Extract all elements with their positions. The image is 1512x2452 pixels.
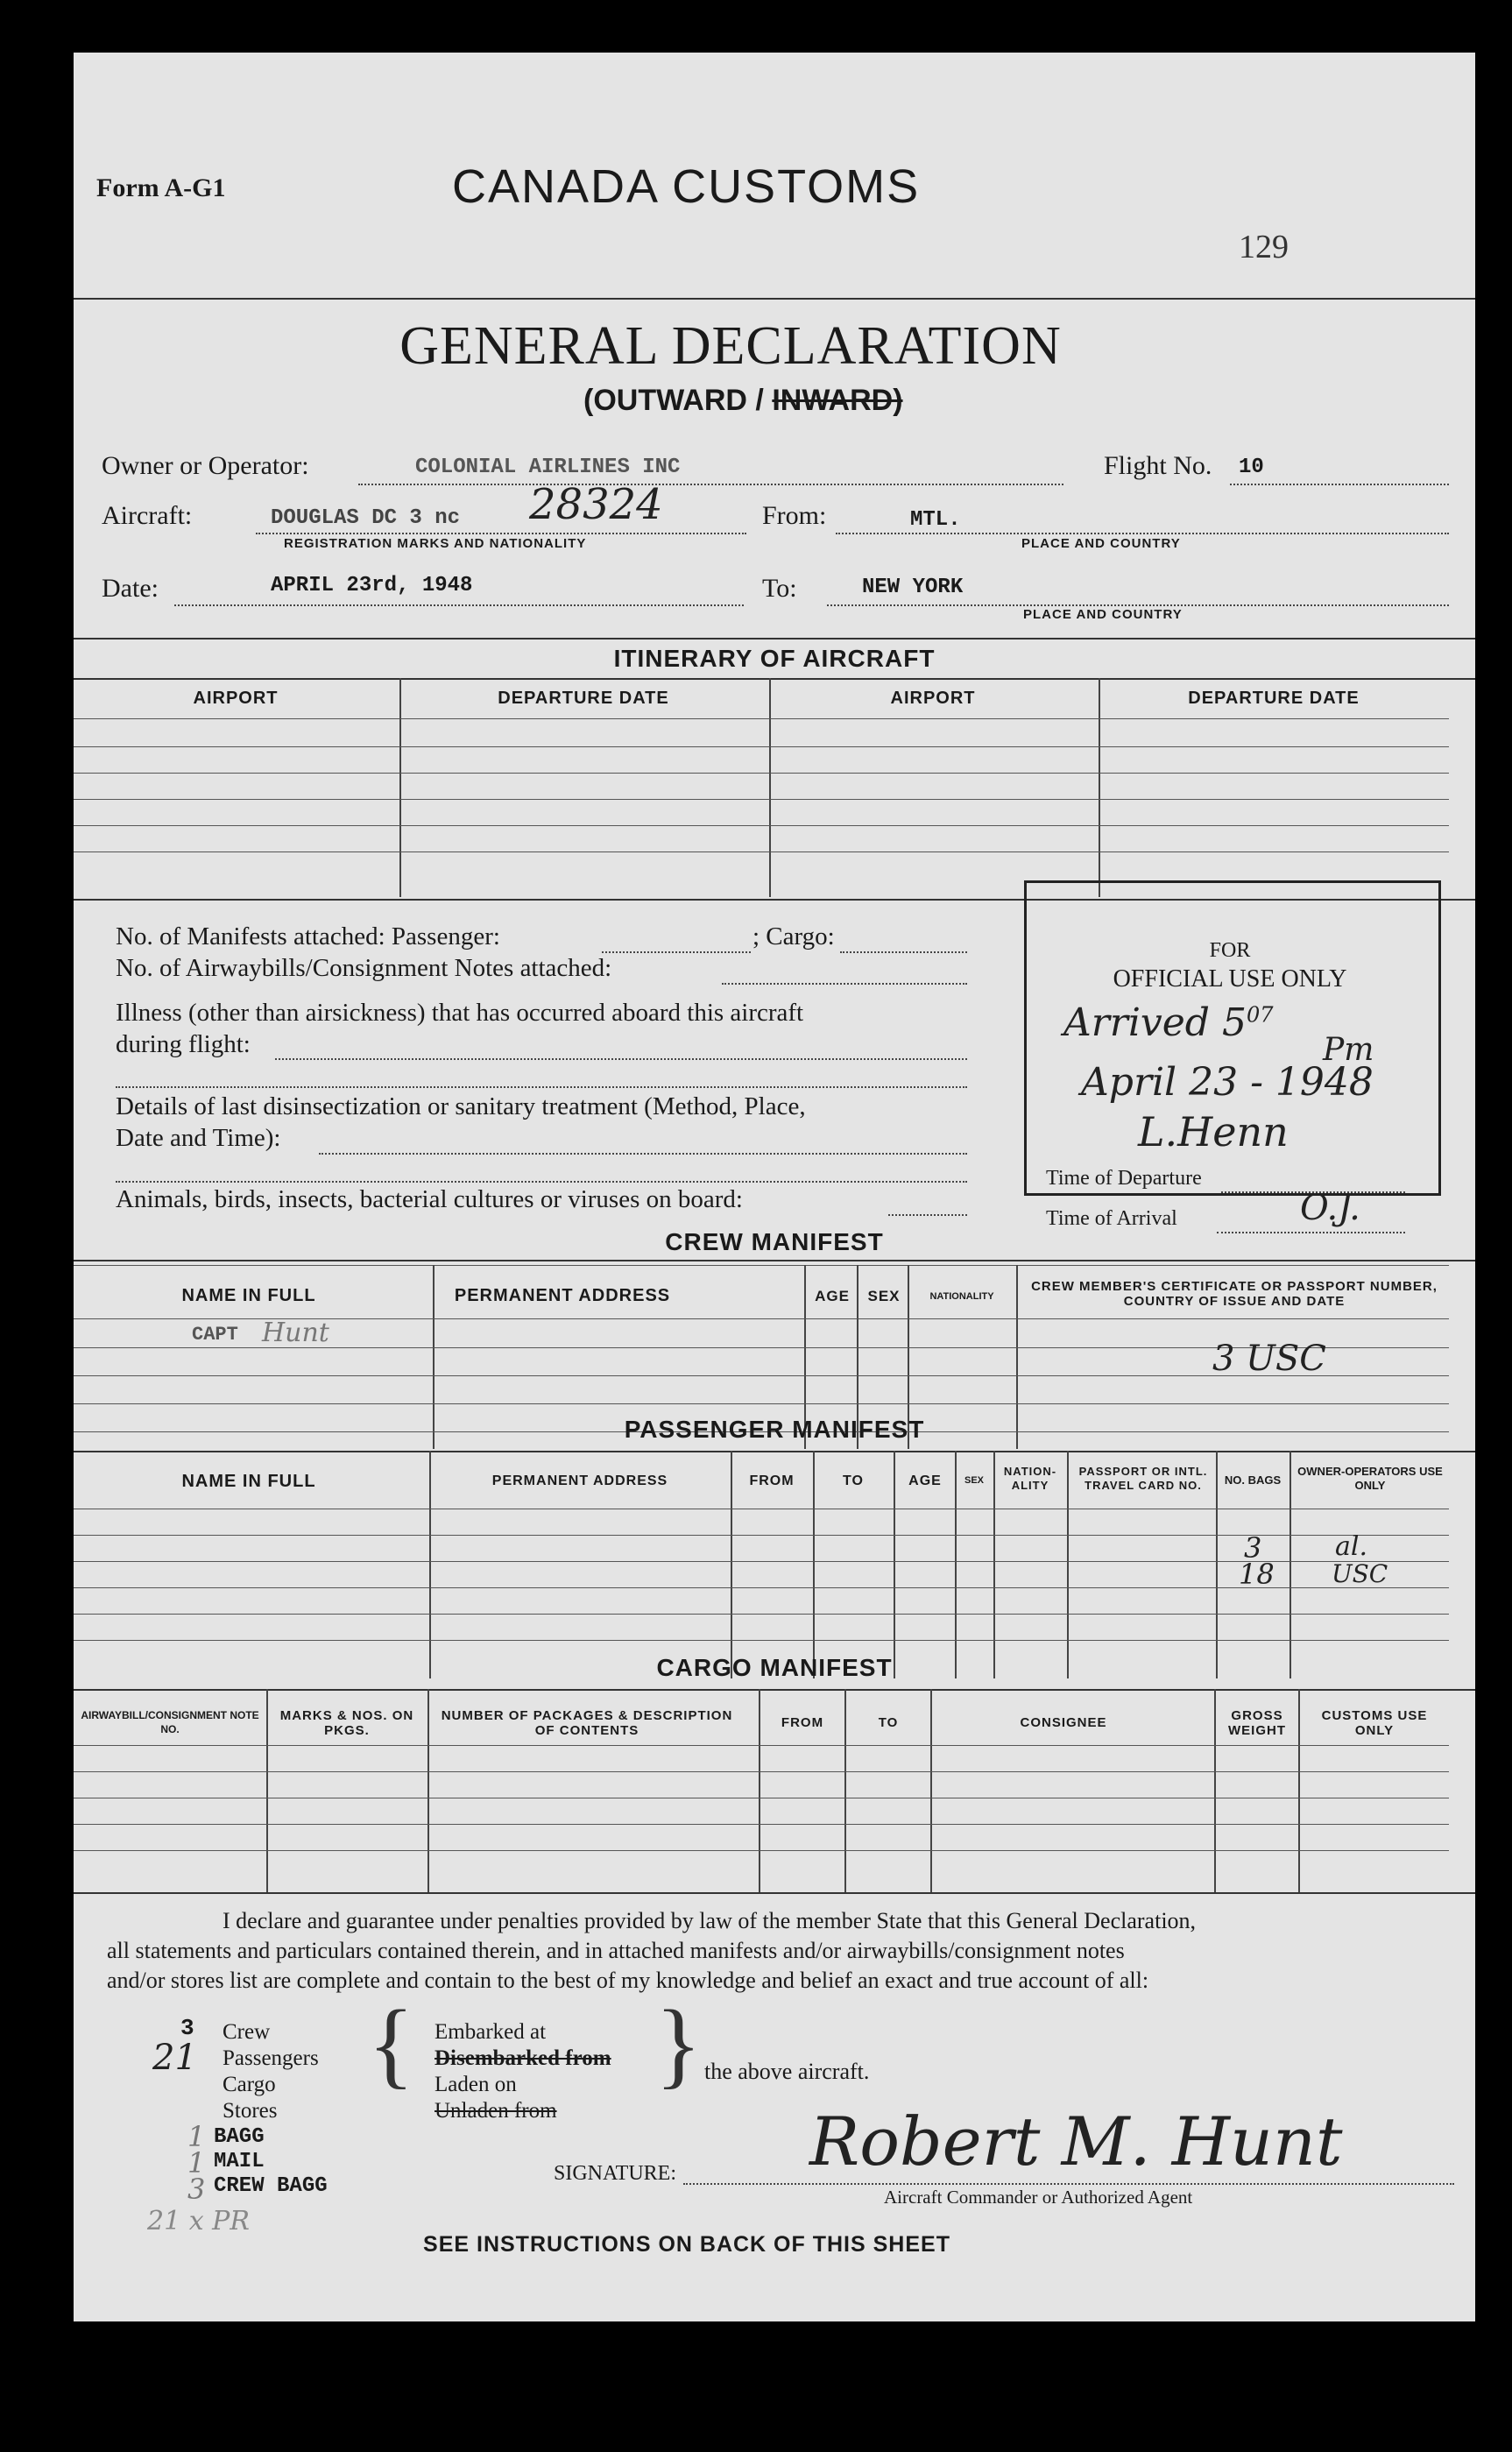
pax-col-age: AGE (908, 1473, 942, 1488)
aircraft-line (256, 533, 746, 534)
row-line (74, 825, 1449, 826)
cargo-label: ; Cargo: (752, 922, 835, 950)
illness-line-2: during flight: (116, 1030, 251, 1058)
illness-line (275, 1058, 967, 1060)
flight-line (1230, 484, 1449, 485)
aircraft-value: DOUGLAS DC 3 nc (271, 506, 461, 530)
row-line (74, 1771, 1449, 1772)
to-label: To: (762, 574, 797, 603)
illness-line (116, 1086, 967, 1088)
typed-mail: MAIL (214, 2150, 265, 2173)
crew-count: 3 (180, 2015, 194, 2041)
divider (74, 1451, 1475, 1452)
hand-note-4: 21 x PR (147, 2206, 250, 2236)
to-caption: PLACE AND COUNTRY (1023, 607, 1183, 622)
column-line (266, 1689, 268, 1892)
row-line (74, 851, 1449, 852)
pax-col-nationality: NATION-ALITY (1003, 1465, 1057, 1492)
row-line (74, 1403, 1449, 1404)
column-line (769, 678, 771, 897)
pax-col-owner: OWNER-OPERATORS USE ONLY (1297, 1465, 1443, 1492)
itinerary-col-airport-2: AIRPORT (890, 689, 976, 708)
crew-title: CREW MANIFEST (665, 1228, 884, 1255)
official-date-handwriting: April 23 - 1948 (1081, 1060, 1374, 1105)
disembarked-from: Disembarked from (435, 2046, 611, 2070)
airwaybills-label: No. of Airwaybills/Consignment Notes attached: (116, 954, 612, 982)
column-line (399, 678, 401, 897)
declaration-line-1: I declare and guarantee under penalties provided by law of the member State that this General Declaration, (223, 1908, 1197, 1933)
decl-item-stores: Stores (223, 2099, 278, 2123)
itinerary-title: ITINERARY OF AIRCRAFT (613, 645, 936, 672)
the-above-aircraft: the above aircraft. (704, 2059, 870, 2084)
row-line (74, 1745, 1449, 1746)
cargo-col-from: FROM (781, 1715, 824, 1730)
column-line (1099, 678, 1100, 897)
flight-value: 10 (1239, 456, 1264, 479)
column-line (844, 1689, 846, 1892)
row-line (74, 1824, 1449, 1825)
cargo-col-airwaybill: AIRWAYBILL/CONSIGNMENT NOTE NO. (81, 1709, 259, 1735)
cargo-col-weight: GROSS WEIGHT (1228, 1708, 1286, 1738)
row-line (74, 1640, 1449, 1641)
official-for: FOR (1209, 939, 1251, 962)
column-line (427, 1689, 429, 1892)
from-label: From: (762, 501, 827, 530)
decl-item-cargo: Cargo (223, 2073, 276, 2096)
decl-item-crew: Crew (223, 2020, 271, 2044)
divider (74, 1689, 1475, 1691)
subtitle-separator: / (755, 384, 764, 417)
crew-col-certificate: CREW MEMBER'S CERTIFICATE OR PASSPORT NUMBER, COUNTRY OF ISSUE AND DATE (1031, 1279, 1438, 1309)
arrival-time-label: Time of Arrival (1046, 1207, 1177, 1230)
column-line (813, 1451, 815, 1678)
crew-col-address: PERMANENT ADDRESS (454, 1286, 671, 1305)
airwaybills-line (722, 983, 967, 985)
divider (74, 678, 1475, 680)
cargo-col-packages: NUMBER OF PACKAGES & DESCRIPTION OF CONTENTS (441, 1708, 733, 1738)
pax-bags-2: 18 (1239, 1558, 1275, 1591)
aircraft-label: Aircraft: (102, 501, 193, 530)
aircraft-registration: 28324 (529, 480, 663, 529)
passenger-manifest-line (602, 951, 751, 953)
to-value: NEW YORK (862, 576, 964, 599)
stamp-number: 129 (1239, 229, 1289, 265)
inward-label: INWARD) (772, 384, 903, 417)
unladen-from: Unladen from (435, 2099, 557, 2123)
typed-bagg: BAGG (214, 2125, 265, 2149)
outward-label: (OUTWARD (583, 384, 747, 417)
official-initials-signature: L.Henn (1138, 1108, 1289, 1155)
signer-caption: Aircraft Commander or Authorized Agent (884, 2187, 1193, 2208)
laden-on: Laden on (435, 2073, 517, 2096)
cargo-col-consignee: CONSIGNEE (1020, 1715, 1107, 1730)
arrived-text: Arrived 5 (1063, 1000, 1247, 1045)
signature-line (683, 2183, 1454, 2185)
signature-label: SIGNATURE: (554, 2162, 677, 2185)
date-label: Date: (102, 574, 159, 603)
column-line (1216, 1451, 1218, 1678)
hand-note-3: 3 (187, 2173, 206, 2206)
pax-col-passport: PASSPORT OR INTL. TRAVEL CARD NO. (1078, 1465, 1208, 1492)
row-line (74, 718, 1449, 719)
crew-row-name-typed: CAPT (192, 1324, 238, 1346)
disinsect-line-1: Details of last disinsectization or sanitary treatment (Method, Place, (116, 1092, 806, 1120)
itinerary-col-departure-1: DEPARTURE DATE (498, 689, 669, 708)
crew-col-nationality: NATIONALITY (929, 1291, 994, 1302)
column-line (955, 1451, 957, 1678)
pax-col-name: NAME IN FULL (181, 1472, 316, 1491)
column-line (1214, 1689, 1216, 1892)
column-line (759, 1689, 760, 1892)
crew-col-age: AGE (815, 1288, 850, 1304)
pax-col-sex: SEX (964, 1475, 984, 1486)
pax-owner-2: USC (1332, 1559, 1388, 1588)
manifests-label: No. of Manifests attached: Passenger: (116, 922, 500, 950)
cargo-line (840, 951, 967, 953)
direction-subtitle (583, 384, 903, 418)
disinsect-line-2: Date and Time): (116, 1124, 281, 1152)
from-line (836, 533, 1449, 534)
date-line (174, 604, 744, 606)
form-number: Form A-G1 (96, 173, 226, 202)
column-line (429, 1451, 431, 1678)
pax-col-address: PERMANENT ADDRESS (491, 1473, 668, 1488)
animals-label: Animals, birds, insects, bacterial cultures or viruses on board: (116, 1185, 743, 1213)
decl-item-passengers: Passengers (223, 2046, 319, 2070)
illness-line-1: Illness (other than airsickness) that has occurred aboard this aircraft (116, 999, 804, 1027)
declaration-line-3: and/or stores list are complete and contain to the best of my knowledge and belief an exact and true account of all: (107, 1968, 1149, 1993)
document-title: GENERAL DECLARATION (399, 316, 1062, 376)
column-line (930, 1689, 932, 1892)
passenger-count: 21 (152, 2038, 197, 2078)
cargo-col-marks: MARKS & NOS. ON PKGS. (279, 1708, 414, 1738)
row-line (74, 1265, 1449, 1266)
official-pm-handwriting: Pm (1323, 1032, 1374, 1068)
column-line (1067, 1451, 1069, 1678)
official-arrived-handwriting (1063, 1000, 1274, 1045)
embarked-at: Embarked at (435, 2020, 547, 2044)
signature-handwriting: Robert M. Hunt (809, 2102, 1343, 2180)
passenger-title: PASSENGER MANIFEST (624, 1416, 925, 1443)
owner-value: COLONIAL AIRLINES INC (415, 456, 681, 479)
cargo-col-to: TO (878, 1715, 899, 1730)
footer-instructions: SEE INSTRUCTIONS ON BACK OF THIS SHEET (423, 2232, 950, 2257)
from-value: MTL. (910, 508, 961, 532)
row-line (74, 746, 1449, 747)
pax-col-from: FROM (749, 1473, 795, 1488)
animals-line (888, 1214, 967, 1216)
date-value: APRIL 23rd, 1948 (271, 574, 473, 597)
owner-label: Owner or Operator: (102, 451, 309, 480)
flight-label: Flight No. (1104, 451, 1212, 480)
arrival-initials-handwriting: O.J. (1300, 1188, 1360, 1228)
pax-col-bags: NO. BAGS (1224, 1473, 1282, 1487)
itinerary-col-departure-2: DEPARTURE DATE (1188, 689, 1360, 708)
hand-note-1: 1 (187, 2120, 206, 2153)
agency-title: CANADA CUSTOMS (452, 160, 921, 213)
divider (74, 1892, 1475, 1894)
crew-col-sex: SEX (867, 1288, 901, 1304)
disinsect-line (319, 1153, 967, 1155)
column-line (1298, 1689, 1300, 1892)
column-line (731, 1451, 732, 1678)
disinsect-line (116, 1181, 967, 1183)
row-line (74, 1850, 1449, 1851)
typed-crew-bagg: CREW BAGG (214, 2174, 328, 2198)
cargo-col-customs: CUSTOMS USE ONLY (1321, 1708, 1428, 1738)
divider (74, 298, 1475, 300)
official-title: OFFICIAL USE ONLY (1113, 965, 1347, 993)
departure-time-label: Time of Departure (1046, 1167, 1202, 1190)
right-brace: } (655, 1990, 702, 2097)
row-line (74, 1614, 1449, 1615)
divider (74, 1260, 1475, 1261)
row-line (74, 1535, 1449, 1536)
column-line (894, 1451, 895, 1678)
crew-row-certificate-hand: 3 USC (1212, 1339, 1326, 1379)
declaration-line-2: all statements and particulars contained therein, and in attached manifests and/or airwaybills/consignment notes (107, 1938, 1125, 1963)
column-line (1289, 1451, 1291, 1678)
crew-col-name: NAME IN FULL (181, 1286, 316, 1305)
owner-line (358, 484, 1063, 485)
hand-note-2: 1 (187, 2146, 206, 2180)
cargo-title: CARGO MANIFEST (656, 1654, 893, 1681)
pax-owner-1: al. (1335, 1531, 1368, 1562)
pax-bags-1: 3 (1244, 1531, 1262, 1565)
left-brace: { (368, 1990, 414, 2097)
to-line (827, 604, 1449, 606)
divider (74, 638, 1475, 639)
registration-caption: REGISTRATION MARKS AND NATIONALITY (284, 536, 587, 551)
from-caption: PLACE AND COUNTRY (1021, 536, 1181, 551)
arrived-minutes: 07 (1246, 1002, 1274, 1028)
form-sheet (74, 53, 1475, 2321)
crew-row-name-hand: Hunt (262, 1318, 329, 1348)
itinerary-col-airport-1: AIRPORT (193, 689, 279, 708)
pax-col-to: TO (843, 1473, 864, 1488)
column-line (993, 1451, 995, 1678)
row-line (74, 773, 1449, 774)
row-line (74, 799, 1449, 800)
